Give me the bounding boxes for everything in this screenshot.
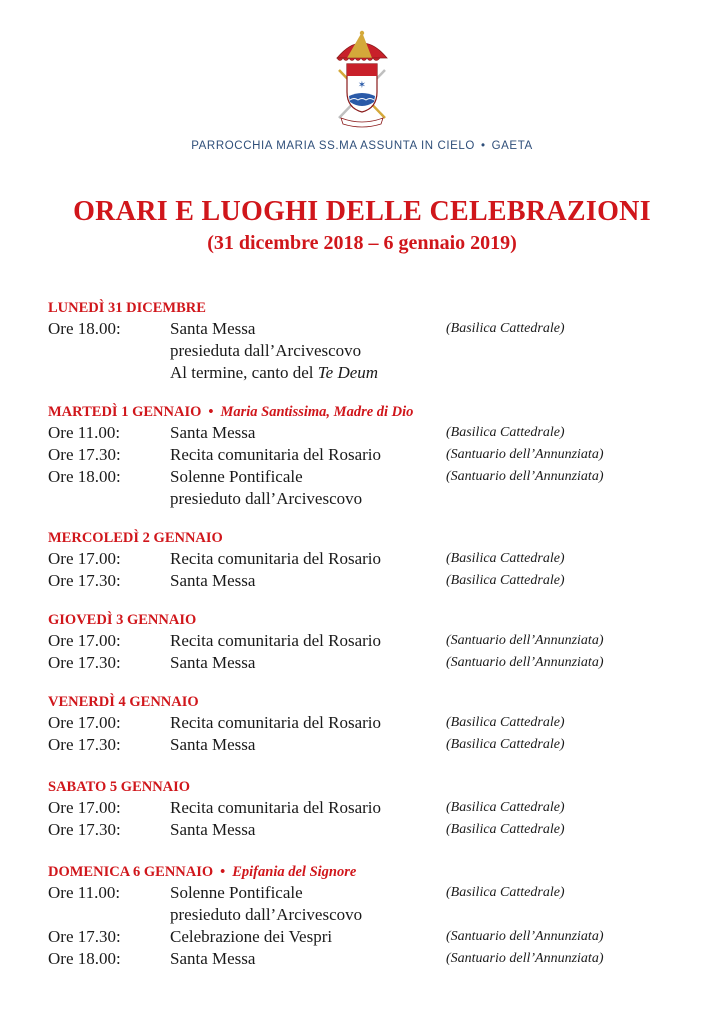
time-label: Ore 17.30: [48, 571, 121, 590]
schedule-row [48, 340, 688, 362]
day-heading: SABATO 5 GENNAIO [48, 779, 191, 795]
svg-text:✶: ✶ [357, 80, 367, 91]
location-label: (Santuario dell’Annunziata) [446, 633, 604, 648]
location-label: (Santuario dell’Annunziata) [446, 951, 604, 966]
time-label: Ore 17.00: [48, 798, 121, 817]
time-label: Ore 11.00: [48, 423, 121, 442]
celebration-label: Recita comunitaria del Rosario [170, 631, 382, 650]
time-label: Ore 17.30: [48, 445, 121, 464]
parish-separator: • [480, 140, 486, 152]
celebration-label: Santa Messa [170, 423, 256, 442]
location-label: (Santuario dell’Annunziata) [446, 469, 604, 484]
schedule-row [48, 948, 688, 970]
schedule-row [48, 904, 688, 926]
location-label: (Santuario dell’Annunziata) [446, 655, 604, 670]
day-section-friday [48, 692, 688, 756]
time-label: Ore 18.00: [48, 467, 121, 486]
time-label: Ore 17.30: [48, 653, 121, 672]
day-heading: MERCOLEDÌ 2 GENNAIO [48, 530, 223, 546]
celebration-label: presieduta dall’Arcivescovo [170, 341, 362, 360]
time-label: Ore 17.30: [48, 927, 121, 946]
time-label: Ore 18.00: [48, 949, 121, 968]
celebration-label: Recita comunitaria del Rosario [170, 713, 382, 732]
location-label: (Santuario dell’Annunziata) [446, 447, 604, 462]
archdiocese-crest-logo [327, 30, 397, 130]
schedule-row [48, 548, 688, 570]
location-label: (Basilica Cattedrale) [446, 321, 565, 336]
time-label: Ore 17.00: [48, 631, 121, 650]
parish-label: PARROCCHIA MARIA SS.MA ASSUNTA IN CIELO [191, 140, 475, 152]
schedule-row [48, 882, 688, 904]
celebration-label: Celebrazione dei Vespri [170, 927, 333, 946]
celebration-label: Santa Messa [170, 571, 256, 590]
location-label: (Basilica Cattedrale) [446, 737, 565, 752]
location-label: (Basilica Cattedrale) [446, 715, 565, 730]
schedule-row [48, 712, 688, 734]
time-label: Ore 18.00: [48, 319, 121, 338]
schedule-row [48, 797, 688, 819]
schedule-row [48, 488, 688, 510]
celebration-label: Recita comunitaria del Rosario [170, 549, 382, 568]
day-heading: GIOVEDÌ 3 GENNAIO [48, 612, 197, 628]
celebration-label: Solenne Pontificale [170, 883, 303, 902]
time-label: Ore 17.00: [48, 549, 121, 568]
day-heading: LUNEDÌ 31 DICEMBRE [48, 300, 206, 316]
location-label: (Santuario dell’Annunziata) [446, 929, 604, 944]
schedule-row [48, 630, 688, 652]
day-section-monday [48, 298, 688, 384]
day-heading: DOMENICA 6 GENNAIO • Epifania del Signore [48, 864, 357, 880]
celebration-label: Santa Messa [170, 653, 256, 672]
feast-label: Maria Santissima, Madre di Dio [220, 404, 414, 420]
location-label: (Basilica Cattedrale) [446, 551, 565, 566]
celebration-label: Santa Messa [170, 319, 256, 338]
te-deum-label: Te Deum [317, 363, 379, 382]
schedule-row [48, 466, 688, 488]
location-label: (Basilica Cattedrale) [446, 425, 565, 440]
celebration-label: Al termine, canto del Te Deum [170, 363, 379, 382]
page-subtitle: (31 dicembre 2018 – 6 gennaio 2019) [207, 232, 517, 254]
celebration-label: Solenne Pontificale [170, 467, 303, 486]
schedule-row [48, 652, 688, 674]
schedule-row [48, 570, 688, 592]
celebration-label: Santa Messa [170, 949, 256, 968]
day-heading: MARTEDÌ 1 GENNAIO • Maria Santissima, Madre di Dio [48, 404, 414, 420]
time-label: Ore 17.00: [48, 713, 121, 732]
schedule-row [48, 444, 688, 466]
parish-name [0, 140, 724, 152]
schedule-row [48, 819, 688, 841]
schedule-row [48, 362, 688, 384]
location-label: (Basilica Cattedrale) [446, 822, 565, 837]
schedule-row [48, 926, 688, 948]
time-label: Ore 17.30: [48, 735, 121, 754]
schedule-row [48, 734, 688, 756]
day-section-saturday [48, 777, 688, 841]
page-title: ORARI E LUOGHI DELLE CELEBRAZIONI [73, 196, 651, 227]
celebration-label: Santa Messa [170, 820, 256, 839]
city-label: GAETA [491, 140, 533, 152]
celebration-label: Santa Messa [170, 735, 256, 754]
day-section-sunday [48, 862, 688, 970]
day-section-tuesday [48, 402, 688, 510]
time-label: Ore 17.30: [48, 820, 121, 839]
day-section-thursday [48, 610, 688, 674]
celebration-label: presieduto dall’Arcivescovo [170, 905, 363, 924]
location-label: (Basilica Cattedrale) [446, 800, 565, 815]
schedule-row [48, 422, 688, 444]
day-section-wednesday [48, 528, 688, 592]
schedule-row [48, 318, 688, 340]
location-label: (Basilica Cattedrale) [446, 573, 565, 588]
day-heading: VENERDÌ 4 GENNAIO [48, 694, 199, 710]
celebration-label: presieduto dall’Arcivescovo [170, 489, 363, 508]
celebration-label: Recita comunitaria del Rosario [170, 445, 382, 464]
time-label: Ore 11.00: [48, 883, 121, 902]
location-label: (Basilica Cattedrale) [446, 885, 565, 900]
celebration-label: Recita comunitaria del Rosario [170, 798, 382, 817]
feast-label: Epifania del Signore [232, 864, 357, 880]
